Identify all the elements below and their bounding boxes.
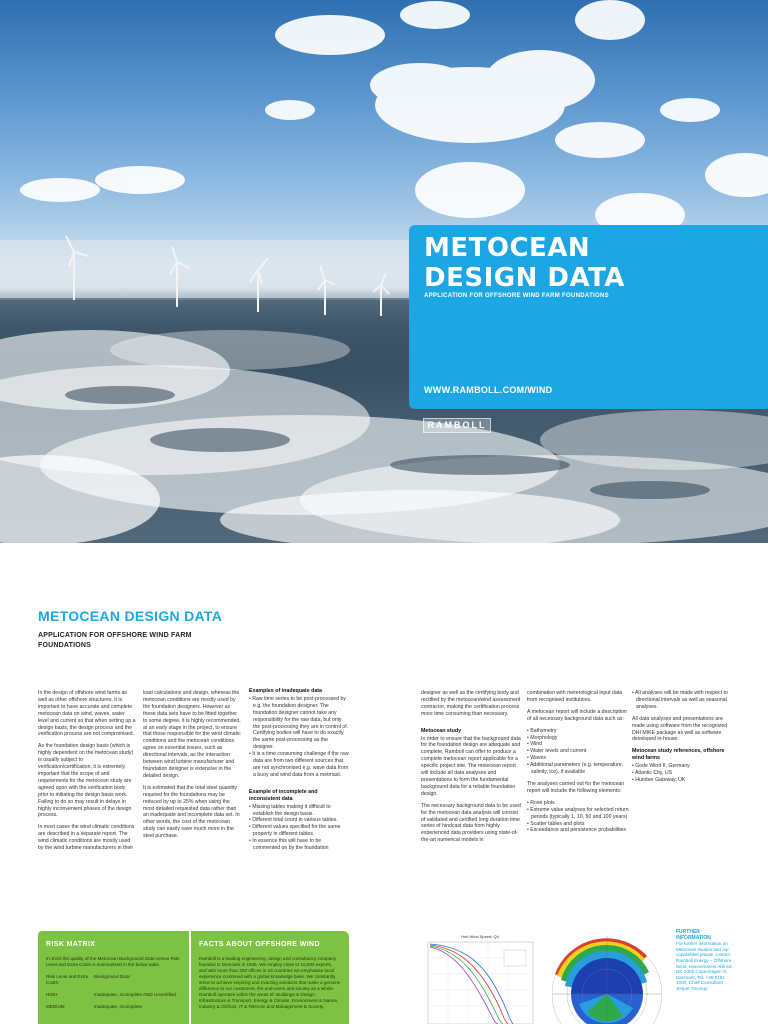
text-column-3 [249,688,349,857]
paragraph: In most cases the wind climatic conditions are described in a separate report. The wind climatic conditions are mostly used by the wind turbine manufacturers in their [38,824,135,852]
paragraph: load calculations and design, whereas the metocean conditions are mostly used by the foundation designers. However as these data sets have to be fitted together to some degree, it is highly recommended, at an early stage in the project, to ensure that those responsible for the wind climatic conditions and the metocean conditions agree on essential issues, such as directional intervals, as the interaction between wind turbine manufacturer and foundation designer is extensive in the detailed design. [143,690,241,779]
background-data: Inadequate, Incomplete AND Uncertified. [94,992,178,997]
page-subtitle: APPLICATION FOR OFFSHORE WIND FARM FOUNDATIONS [38,632,192,649]
bullet-item: • Gode Wind II, Germany [632,763,690,770]
paragraph: designer as well as the certifying body and rectified by the metocean/wind assessment contractor, making the certification process more time consuming than necessary. [421,690,521,717]
further-information [676,930,736,992]
risk-level: MEDIUM [46,1004,65,1009]
bullet-item: • Bathymetry [527,727,557,734]
bullet-item: • Atlantic City, US [632,770,673,777]
bullet-item: • Water levels and current [527,748,587,755]
facts-text: Ramboll is a leading engineering, design and consultancy company founded in Denmark in 1945. We employ close to 10,000 experts, and with more than 200 offices in 23 countries we emphasise local experience combined with a global knowledge base. We constantly strive to achieve inspiring and exacting solutions that make a genuine difference to our customers, the end-users and society as a whole. Ramboll operates within the areas of: Buildings & Design, Infrastructure & Transport, Energy & Climate, Environment & Nature, Industry & Oil/Gas, IT & Telecom and Management & Society. [199,956,341,1009]
risk-matrix-title: RISK MATRIX [46,941,96,948]
bullet-item: • Missing tables making it difficult to establish the design basis. [249,803,331,817]
bullet-item: • Waves [527,755,546,762]
paragraph: All data analyses and presentations are made using software from the recognized DHI MIKE package as well as software developed in-house. [632,715,728,743]
paragraph: The necessary background data to be used for the metocean data analysis will consist of validated and certified long duration time series of hindcast data from highly experienced data providers using state-of-the-art numerical models in [421,802,521,844]
bullet-item: • Scatter tables and plots [527,820,585,827]
risk-matrix-row [46,992,181,998]
paragraph: In order to ensure that the background data for the foundation design are adequate and complete, Ramboll can offer to produce a complete metocean report applicable for a specific project site. The metocean report will include all data analyses and presentations to form the fundamental background data for a reliable foundation design. [421,735,521,797]
facts-box [191,931,349,1024]
text-column-6 [632,690,732,789]
chart-title: Hub Wind Speed: Q4 [461,934,499,939]
further-information-title: FURTHER INFORMATION [676,929,711,941]
text-column-4 [421,690,521,849]
bullet-item: • Morphology [527,734,558,741]
text-column-1 [38,690,136,857]
rose-plot [552,934,662,1024]
section-heading: Example of incomplete and inconsistent data [249,788,318,802]
text-column-5 [527,690,629,839]
bullet-item: • Different total count in various tables. [249,817,338,824]
bullet-item: • Extreme value analyses for selected return periods (typically 1, 10, 50 and 100 years) [527,806,629,820]
bullet-item: • All analyses will be made with respect to directional intervals as well as seasonal analyses. [632,690,728,710]
paragraph: As the foundation design basis (which is highly dependent on the metocean study) is usually subject to verification/certification, it is extremely important that the scope of and requirements for the metocean study are agreed upon with the verification body prior to initiating the design basis work. Failing to do so may result in delays in highly inconvenient phases of the design process. [38,743,134,819]
cover-title-line-1: METOCEAN [424,233,591,263]
bullet-item: • It is a time consuming challenge if the raw data are from two different sources that are not synchronised e.g. wave data from a buoy and wind data from a metmast. [249,751,349,778]
further-information-text: For further information on Metocean studies and our capabilities please contact: Ramboll Energy – Offshore Wind, Hannemanns Allé 53, DK-2300 Copenhagen S, Denmark, Tel. +45 5161 1000, Chief Consultant Jesper Grovrup [676,941,733,991]
cover-title-panel [409,225,768,409]
section-heading: Examples of inadequate data [249,688,323,694]
bullet-item: • Wind [527,741,543,748]
website-link[interactable]: WWW.RAMBOLL.COM/WIND [424,385,553,395]
background-data-header: Background Data: [94,974,131,979]
wind-speed-chart [418,928,538,1024]
risk-level-header: Risk Level and Extra Costs: [46,974,89,985]
paragraph: combination with meterological input data from recognised institutions. [527,690,623,703]
bullet-item: • Humber Gateway, UK [632,776,686,783]
risk-matrix-intro: In short the quality of the Metocean Background Data versus Risk Level and Extra Costs is summarized in the below table. [46,956,180,967]
paragraph: It is estimated that the total steel quantity required for the foundations may be reduced by up to 25% when using the most detailed requested data rather than an inadequate and incomplete data set. In other words, the cost of the metocean study can easily save much more in the steel purchase. [143,784,240,840]
cover-subtitle: APPLICATION FOR OFFSHORE WIND FARM FOUNDATIONS [424,293,609,299]
page-title: METOCEAN DESIGN DATA [38,608,223,624]
ramboll-logo: RAMBOLL [423,418,491,433]
risk-matrix-header [46,974,181,986]
bullet-item: • Exceedance and persistence probabilities [527,827,626,834]
bullet-item: • Different values specified for the same property in different tables. [249,824,341,838]
section-heading: Metocean study [421,727,462,734]
risk-level: HIGH [46,992,58,997]
cover-title-line-2: DESIGN DATA [424,263,625,293]
background-data: Inadequate, Incomplete [94,1004,143,1009]
bullet-item: • Additional parameters (e.g. temperature, salinity, ice), if available [527,762,624,776]
risk-matrix-row [46,1004,181,1010]
risk-matrix-box [38,931,189,1024]
section-heading: Metocean study references, offshore wind farms [632,748,725,762]
text-column-2 [143,690,241,845]
bullet-item: • In essence this will have to be commented on by the foundation [249,838,329,852]
paragraph: A metocean report will include a description of all necessary background data such as: [527,708,627,722]
paragraph: In the design of offshore wind farms as well as other offshore structures, it is important to have accurate and complete metocean data on wind, waves, water level and current so that when setting up a design basis, the design process and the verification process are not compromised. [38,690,136,738]
paragraph: The analyses carried out for the metocean report will include the following elements: [527,780,625,794]
facts-title: FACTS ABOUT OFFSHORE WIND [199,941,320,948]
bullet-item: • Rose plots [527,799,555,806]
cover-title [424,233,625,293]
bullet-item: • Raw time series to be post-processed by e.g. the foundation designer. The foundation designer cannot take any responsibility for the raw data, but only the post-processing they are in control of. Certifying bodies will have to do exactly the same post-processing as the designer. [249,695,349,751]
clouds [20,0,768,237]
